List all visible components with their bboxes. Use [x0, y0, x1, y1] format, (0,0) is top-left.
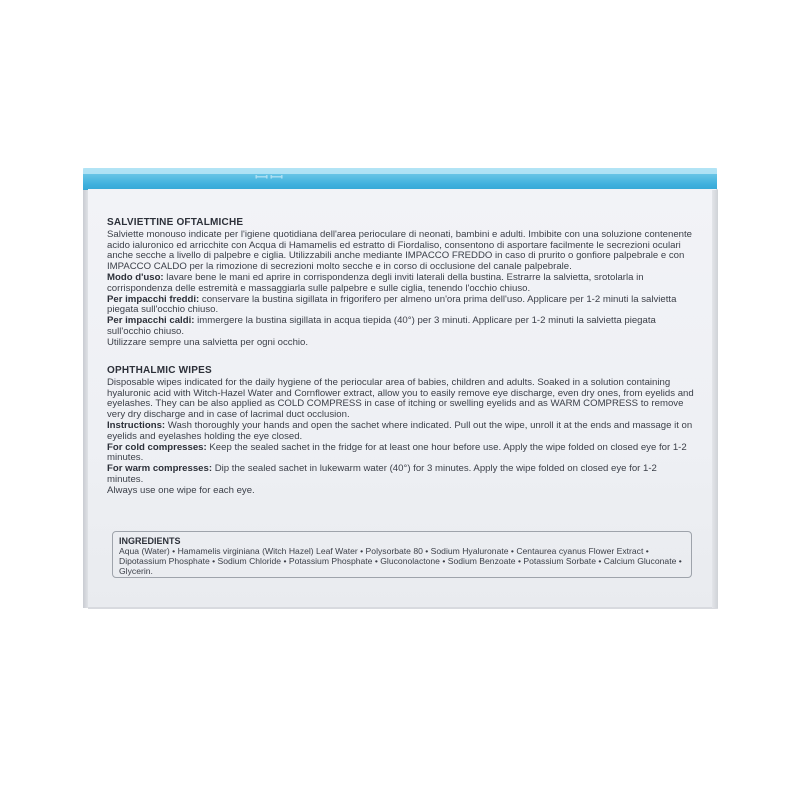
english-cold	[107, 443, 695, 465]
italian-use-label: Modo d'uso:	[107, 271, 164, 283]
italian-cold-label: Per impacchi freddi:	[107, 293, 200, 305]
italian-warm	[107, 316, 695, 338]
italian-title: SALVIETTINE OFTALMICHE	[107, 217, 244, 228]
italian-intro: Salviette monouso indicate per l'igiene quotidiana dell'area perioculare di neonati, bambini e adulti. Imbibite con una soluzione contenente acido ialuronico ed arricchite con Acqua di Hamamelis ed estratto di Fiordaliso, consentono di asportare facilmente le secrezioni oculari anche secche a livello di palpebre e ciglia. Utilizzabili anche mediante IMPACCO FREDDO in caso di prurito o gonfiore palpebrale e con IMPACCO CALDO per la rimozione di secrezioni molto secche e in corso di occlusione del canale palpebrale.	[107, 228, 693, 273]
english-use-text: Wash thoroughly your hands and open the sachet where indicated. Pull out the wipe, unroll it at the ends and massage it on eyelids and eyelashes holding the eye closed.	[107, 419, 693, 442]
box-top-highlight	[83, 168, 717, 174]
box-right-edge	[712, 190, 718, 608]
english-warm	[107, 464, 695, 486]
english-warm-text: Dip the sealed sachet in lukewarm water (40°) for 3 minutes. Apply the wipe folded on closed eye for 1-2 minutes.	[107, 463, 657, 485]
italian-warm-label: Per impacchi caldi:	[107, 315, 195, 327]
english-cold-label: For cold compresses:	[107, 441, 207, 453]
ingredients-title: INGREDIENTS	[119, 536, 181, 546]
italian-cold	[107, 295, 695, 317]
ingredients-box	[112, 531, 692, 578]
english-note: Always use one wipe for each eye.	[107, 484, 255, 496]
english-section	[107, 366, 695, 497]
english-warm-label: For warm compresses:	[107, 463, 213, 475]
english-use-label: Instructions:	[107, 419, 166, 431]
brand-logo-partial: ꟷꟷ	[255, 171, 286, 184]
ingredients-list: Aqua (Water) • Hamamelis virginiana (Witch Hazel) Leaf Water • Polysorbate 80 • Sodium Hyaluronate • Centaurea cyanus Flower Extract • Dipotassium Phosphate • Sodium Chloride • Potassium Phosphate • Gluconolactone • Sodium Benzoate • Potassium Sorbate • Calcium Gluconate • Glycerin.	[119, 546, 682, 576]
italian-instructions	[107, 273, 695, 295]
english-cold-text: Keep the sealed sachet in the fridge for at least one hour before use. Apply the wipe folded on closed eye for 1-2 minutes.	[107, 441, 687, 464]
italian-cold-text: conservare la bustina sigillata in frigorifero per almeno un'ora prima dell'uso. Applicare per 1-2 minuti la salvietta piegata sull'occhio chiuso.	[107, 293, 677, 316]
english-title: OPHTHALMIC WIPES	[107, 365, 212, 376]
italian-note: Utilizzare sempre una salvietta per ogni occhio.	[107, 336, 309, 348]
italian-use-text: lavare bene le mani ed aprire in corrispondenza degli inviti laterali della bustina. Estrarre la salvietta, srotolarla in corrispondenza delle estremità e massaggiarla sulle palpebre e sulle ciglia, tenendo l'occhio chiuso.	[107, 271, 644, 294]
english-intro: Disposable wipes indicated for the daily hygiene of the periocular area of babies, children and adults. Soaked in a solution containing hyaluronic acid with Witch-Hazel Water and Cornflower extract, allow you to easily remove eye discharge, even dry ones, from eyelids and eyelashes. They can be also applied as COLD COMPRESS in case of itching or swelling eyelids and as WARM COMPRESS to remove very dry discharge and in case of lacrimal duct occlusion.	[107, 376, 694, 421]
english-instructions	[107, 421, 695, 443]
italian-warm-text: immergere la bustina sigillata in acqua tiepida (40°) per 3 minuti. Applicare per 1-2 minuti la salvietta piegata sull'occhio chiuso.	[107, 315, 656, 337]
italian-section	[107, 218, 695, 349]
